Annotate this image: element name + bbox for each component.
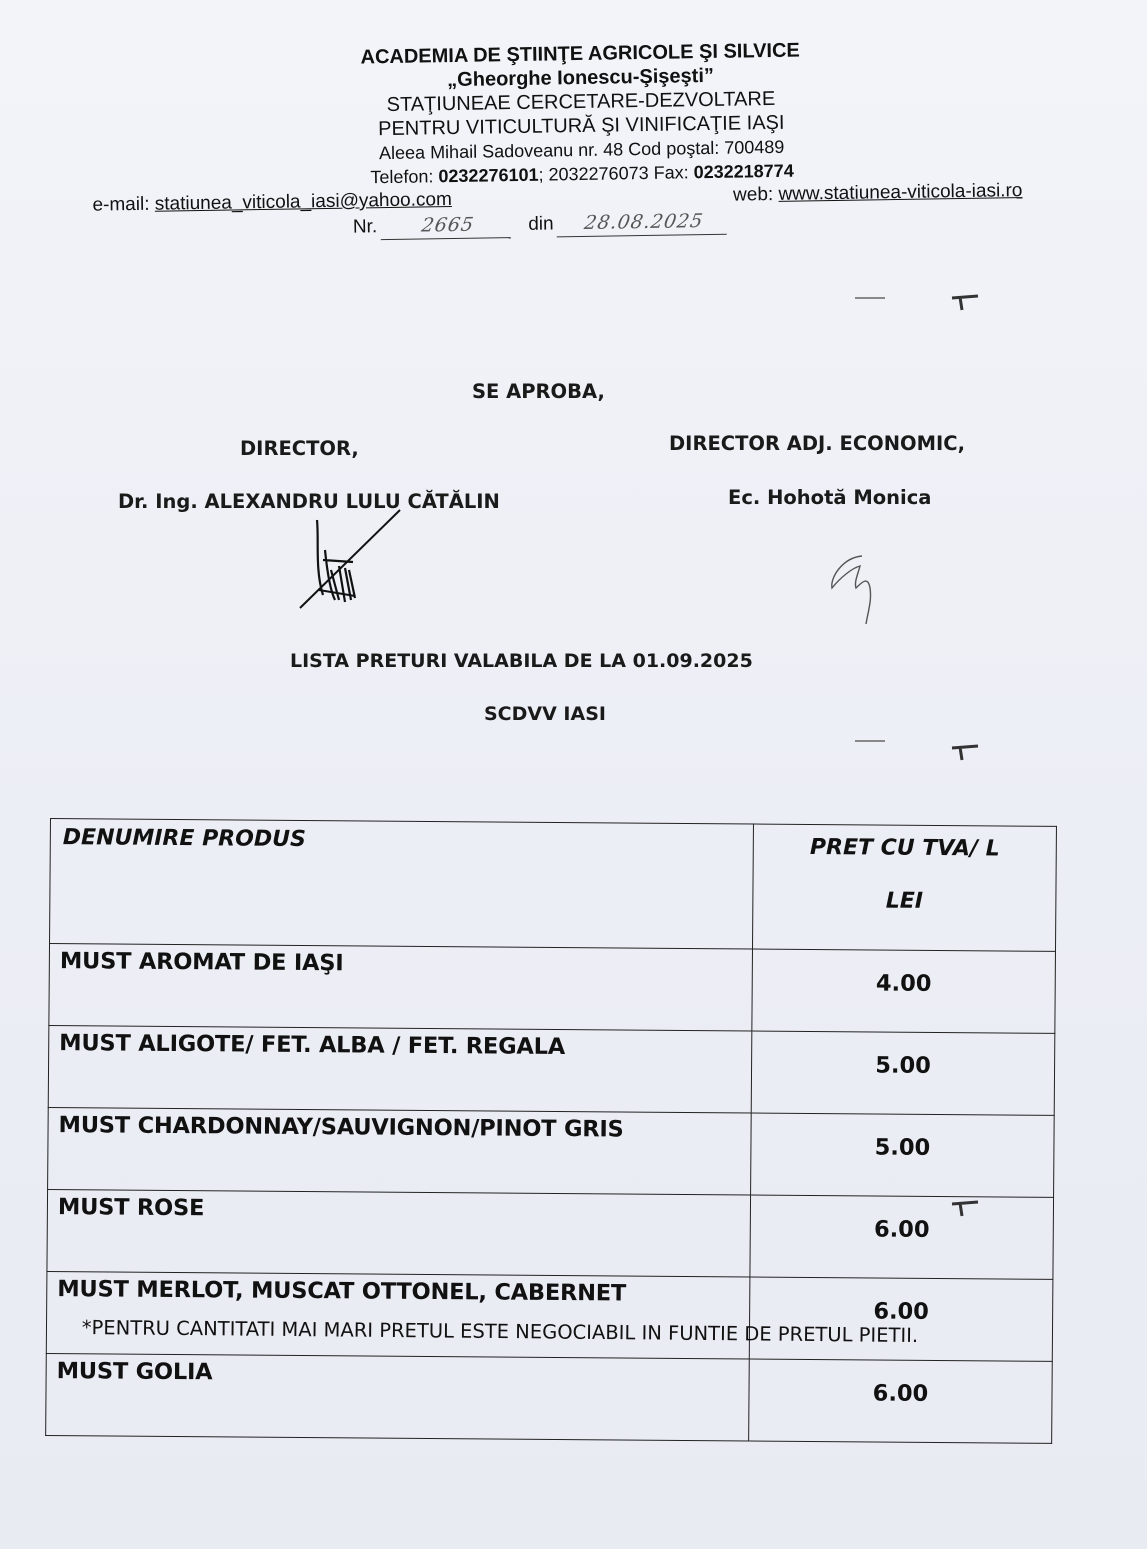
web-link[interactable]: www.statiunea-viticola-iasi.ro bbox=[778, 180, 1023, 205]
station-line-1: STAŢIUNEAE CERCETARE-DEZVOLTARE bbox=[386, 87, 776, 117]
date-handwritten: 28.08.2025 bbox=[557, 208, 731, 238]
director-name: Dr. Ing. ALEXANDRU LULU CĂTĂLIN bbox=[118, 490, 500, 513]
deputy-director-role: DIRECTOR ADJ. ECONOMIC, bbox=[669, 432, 965, 455]
product-name: MUST CHARDONNAY/SAUVIGNON/PINOT GRIS bbox=[48, 1107, 752, 1195]
deputy-signature bbox=[822, 548, 892, 628]
product-name: MUST ROSE bbox=[47, 1189, 751, 1277]
column-header-price-line2: LEI bbox=[885, 888, 924, 914]
product-price: 6.00 bbox=[749, 1277, 1053, 1361]
table-row bbox=[46, 1353, 1053, 1443]
email-link[interactable]: statiunea_viticola_iasi@yahoo.com bbox=[154, 189, 452, 215]
column-header-product: DENUMIRE PRODUS bbox=[50, 819, 754, 950]
column-header-price-line1: PRET CU TVA/ L bbox=[809, 834, 1000, 862]
nr-handwritten: 2665 bbox=[380, 211, 514, 240]
table-row bbox=[48, 1025, 1055, 1115]
table-row bbox=[47, 1189, 1054, 1279]
table-header-row bbox=[50, 819, 1057, 952]
institution-name: ACADEMIA DE ŞTIINŢE AGRICOLE ŞI SILVICE bbox=[360, 39, 800, 69]
phone-separator: ; 2032276073 Fax: bbox=[538, 162, 694, 185]
price-list-title: LISTA PRETURI VALABILA DE LA 01.09.2025 bbox=[290, 650, 753, 672]
din-label: din bbox=[528, 213, 554, 235]
product-name: MUST GOLIA bbox=[46, 1353, 750, 1441]
product-price: 4.00 bbox=[752, 949, 1056, 1033]
scan-mark-dash bbox=[855, 297, 885, 299]
email-label: e-mail: bbox=[92, 193, 155, 216]
scan-mark-icon bbox=[950, 742, 980, 762]
patron-name: „Gheorghe Ionescu-Şişeşti” bbox=[447, 64, 715, 92]
product-price: 5.00 bbox=[751, 1113, 1055, 1197]
product-price: 6.00 bbox=[749, 1359, 1053, 1443]
web-label: web: bbox=[732, 183, 779, 206]
scan-mark-icon bbox=[950, 1198, 980, 1218]
phone-label: Telefon: bbox=[370, 166, 439, 188]
table-row bbox=[49, 944, 1056, 1034]
fax-number: 0232218774 bbox=[693, 160, 794, 183]
director-signature bbox=[295, 500, 405, 615]
nr-label: Nr. bbox=[352, 216, 378, 238]
scan-mark-dash bbox=[855, 740, 885, 742]
product-price: 6.00 bbox=[750, 1195, 1054, 1279]
scan-mark-icon bbox=[950, 292, 980, 312]
product-name: MUST MERLOT, MUSCAT OTTONEL, CABERNET bbox=[46, 1271, 750, 1359]
phone-number-1: 0232276101 bbox=[438, 164, 539, 187]
product-name: MUST AROMAT DE IAŞI bbox=[49, 944, 753, 1032]
product-name: MUST ALIGOTE/ FET. ALBA / FET. REGALA bbox=[48, 1025, 752, 1113]
web-block bbox=[733, 179, 1023, 208]
price-list-subtitle: SCDVV IASI bbox=[484, 703, 606, 725]
approval-heading: SE APROBA, bbox=[472, 380, 605, 403]
footnote: *PENTRU CANTITATI MAI MARI PRETUL ESTE NEGOCIABIL IN FUNTIE DE PRETUL PIETII. bbox=[81, 1315, 919, 1348]
address-line: Aleea Mihail Sadoveanu nr. 48 Cod poştal: 700489 bbox=[378, 136, 785, 164]
deputy-director-name: Ec. Hohotă Monica bbox=[728, 486, 932, 509]
table-row bbox=[48, 1107, 1055, 1197]
column-header-price bbox=[752, 824, 1056, 951]
director-role: DIRECTOR, bbox=[240, 437, 359, 460]
station-line-2: PENTRU VITICULTURĂ ŞI VINIFICAŢIE IAŞI bbox=[377, 111, 785, 141]
product-price: 5.00 bbox=[751, 1031, 1055, 1115]
letterhead bbox=[80, 34, 1083, 245]
